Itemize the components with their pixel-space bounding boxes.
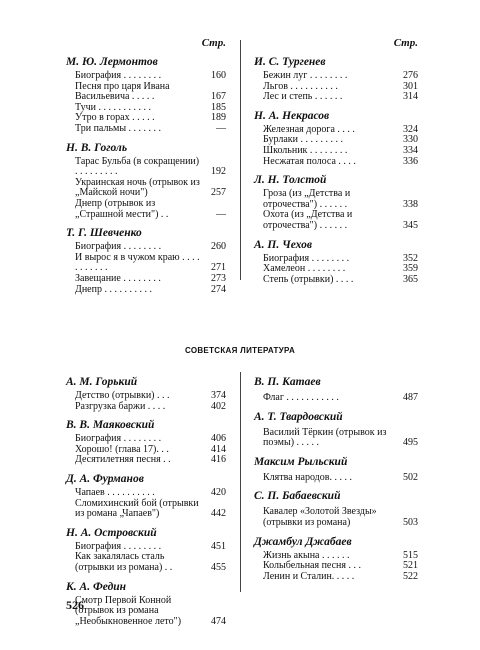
author-block bbox=[254, 376, 418, 404]
author-block bbox=[254, 239, 418, 286]
author-block bbox=[66, 142, 226, 221]
section-title: СОВЕТСКАЯ ЛИТЕРАТУРА bbox=[184, 346, 296, 355]
toc-entry bbox=[254, 393, 418, 404]
entry-page: — bbox=[216, 122, 226, 134]
entry-page: 420 bbox=[211, 486, 226, 498]
entry-title: Железная дорога . . . . bbox=[263, 123, 355, 135]
entry-page: 359 bbox=[403, 263, 418, 275]
author-name: Н. А. Некрасов bbox=[254, 109, 330, 122]
toc-entry bbox=[254, 572, 418, 583]
column-divider bbox=[240, 372, 241, 592]
author-name: А. М. Горький bbox=[66, 376, 138, 388]
page-number: 526 bbox=[66, 598, 84, 612]
toc-entry bbox=[66, 596, 226, 628]
entry-title: Тарас Бульба (в сокращении) . . . . . . . . . bbox=[75, 155, 200, 178]
entry-title: Чапаев . . . . . . . . . . bbox=[75, 486, 155, 498]
entry-page: 336 bbox=[403, 155, 418, 167]
toc-entry bbox=[66, 157, 226, 178]
toc-entry bbox=[66, 402, 226, 413]
toc-entry bbox=[254, 507, 418, 528]
author-block bbox=[66, 227, 226, 295]
entry-page: 416 bbox=[211, 454, 226, 466]
author-block bbox=[254, 456, 418, 484]
entry-title: Днепр . . . . . . . . . . bbox=[75, 283, 152, 295]
entry-page: 167 bbox=[211, 91, 226, 103]
toc-entry bbox=[254, 210, 418, 231]
entry-title: Смотр Первой Конной (отрывок из романа „Необыкновенное лето") bbox=[75, 594, 182, 627]
entry-title: Хорошо! (глава 17). . . bbox=[75, 443, 169, 455]
author-block bbox=[254, 490, 418, 528]
entry-title: Василий Тёркин (отрывок из поэмы) . . . . . bbox=[263, 426, 387, 449]
entry-page: 274 bbox=[211, 283, 226, 295]
entry-title: Лес и степь . . . . . . bbox=[263, 91, 343, 103]
entry-title: Сломихинский бой (отрывки из романа „Чапаев") bbox=[75, 497, 199, 520]
entry-title: Клятва народов. . . . . bbox=[263, 471, 352, 483]
entry-page: 515 bbox=[403, 549, 418, 561]
author-block bbox=[254, 110, 418, 167]
entry-title: Степь (отрывки) . . . . bbox=[263, 273, 354, 285]
toc-entry bbox=[66, 285, 226, 296]
page-column-header: Стр. bbox=[393, 37, 418, 49]
entry-page: 442 bbox=[211, 508, 226, 520]
entry-page: 365 bbox=[403, 273, 418, 285]
author-block bbox=[66, 419, 226, 466]
entry-title: Школьник . . . . . . . . bbox=[263, 144, 348, 156]
entry-page: 455 bbox=[211, 561, 226, 573]
toc-entry bbox=[66, 552, 226, 573]
column-divider bbox=[240, 40, 241, 280]
entry-page: 273 bbox=[211, 272, 226, 284]
entry-title: Биография . . . . . . . . bbox=[75, 70, 162, 81]
author-block bbox=[66, 376, 226, 412]
entry-page: 324 bbox=[403, 123, 418, 135]
author-name: К. А. Федин bbox=[66, 580, 127, 593]
author-name: М. Ю. Лермонтов bbox=[66, 56, 158, 68]
author-name: Н. А. Островский bbox=[66, 526, 157, 539]
entry-title: Хамелеон . . . . . . . . bbox=[263, 263, 346, 275]
author-name: Н. В. Гоголь bbox=[66, 141, 128, 154]
toc-entry bbox=[66, 253, 226, 274]
toc-column-top-left bbox=[66, 36, 226, 295]
entry-title: Три пальмы . . . . . . . bbox=[75, 122, 162, 134]
entry-title: Биография . . . . . . . . bbox=[75, 540, 162, 552]
author-block bbox=[66, 56, 226, 135]
entry-page: 260 bbox=[211, 241, 226, 253]
entry-page: 414 bbox=[211, 443, 226, 455]
author-name: Л. Н. Толстой bbox=[254, 174, 327, 187]
entry-title: Колыбельная песня . . . bbox=[263, 560, 362, 572]
toc-column-top-right bbox=[254, 36, 418, 285]
entry-page: 402 bbox=[211, 400, 226, 412]
entry-title: Бурлаки . . . . . . . . . bbox=[263, 134, 343, 146]
entry-page: — bbox=[216, 208, 226, 220]
entry-page: 330 bbox=[403, 134, 418, 146]
entry-title: Разгрузка баржи . . . . bbox=[75, 400, 166, 412]
entry-page: 334 bbox=[403, 144, 418, 156]
entry-page: 522 bbox=[403, 570, 418, 582]
entry-title: Как закалялась сталь (отрывки из романа) . . bbox=[75, 551, 173, 573]
author-block bbox=[254, 174, 418, 231]
entry-title: Тучи . . . . . . . . . . . bbox=[75, 101, 151, 113]
entry-page: 314 bbox=[403, 91, 418, 103]
author-name: Максим Рыльский bbox=[254, 455, 348, 468]
author-name: А. Т. Твардовский bbox=[254, 410, 343, 423]
author-name: А. П. Чехов bbox=[254, 238, 313, 251]
entry-title: Украинская ночь (отрывок из „Майской ночи") bbox=[75, 176, 200, 199]
entry-title: Гроза (из „Детства и отрочества") . . . . . . bbox=[263, 188, 351, 210]
entry-page: 301 bbox=[403, 80, 418, 92]
entry-page: 495 bbox=[403, 437, 418, 449]
entry-title: Кавалер «Золотой Звезды» (отрывки из романа) bbox=[263, 506, 377, 528]
entry-page: 271 bbox=[211, 262, 226, 274]
entry-page: 406 bbox=[211, 433, 226, 445]
author-block bbox=[254, 56, 418, 103]
author-name: Т. Г. Шевченко bbox=[66, 227, 142, 240]
entry-page: 338 bbox=[403, 198, 418, 210]
entry-page: 502 bbox=[403, 471, 418, 483]
toc-column-bottom-left bbox=[66, 374, 226, 627]
entry-title: Детство (отрывки) . . . bbox=[75, 390, 170, 401]
entry-title: И вырос я в чужом краю . . . . . . . . . . . bbox=[75, 251, 200, 274]
entry-title: Десятилетняя песня . . bbox=[75, 454, 171, 466]
entry-page: 487 bbox=[403, 392, 418, 403]
entry-title: Охота (из „Детства и отрочества") . . . . . . bbox=[263, 209, 353, 231]
entry-page: 345 bbox=[403, 219, 418, 231]
entry-page: 474 bbox=[211, 615, 226, 627]
entry-page: 185 bbox=[211, 101, 226, 113]
entry-page: 521 bbox=[403, 560, 418, 572]
entry-page: 352 bbox=[403, 252, 418, 264]
author-block bbox=[66, 527, 226, 574]
toc-entry bbox=[66, 455, 226, 466]
entry-title: Несжатая полоса . . . . bbox=[263, 155, 356, 167]
entry-title: Утро в горах . . . . . bbox=[75, 112, 155, 124]
author-block bbox=[254, 536, 418, 583]
entry-title: Жизнь акына . . . . . . bbox=[263, 549, 350, 561]
toc-entry bbox=[66, 199, 226, 220]
entry-title: Биография . . . . . . . . bbox=[75, 433, 162, 445]
entry-page: 257 bbox=[211, 187, 226, 199]
entry-title: Песня про царя Ивана Васильевича . . . . . bbox=[75, 80, 170, 103]
toc-entry bbox=[254, 157, 418, 168]
author-name: Джамбул Джабаев bbox=[254, 535, 352, 548]
author-block bbox=[66, 581, 226, 628]
author-block bbox=[66, 473, 226, 520]
toc-column-bottom-right bbox=[254, 374, 418, 582]
entry-page: 192 bbox=[211, 166, 226, 178]
entry-page: 503 bbox=[403, 516, 418, 528]
author-name: В. П. Катаев bbox=[254, 376, 321, 388]
author-name: Д. А. Фурманов bbox=[66, 472, 144, 485]
entry-title: Бежин луг . . . . . . . . bbox=[263, 70, 348, 81]
toc-entry bbox=[254, 189, 418, 210]
toc-entry bbox=[66, 178, 226, 199]
toc-entry bbox=[66, 82, 226, 103]
author-name: С. П. Бабаевский bbox=[254, 490, 341, 503]
entry-page: 451 bbox=[211, 540, 226, 552]
toc-entry bbox=[254, 275, 418, 286]
toc-entry bbox=[254, 428, 418, 449]
author-name: В. В. Маяковский bbox=[66, 419, 155, 432]
toc-entry bbox=[254, 92, 418, 103]
entry-title: Биография . . . . . . . . bbox=[263, 252, 350, 264]
entry-title: Льгов . . . . . . . . . . bbox=[263, 80, 338, 92]
entry-page: 276 bbox=[403, 70, 418, 81]
entry-page: 160 bbox=[211, 70, 226, 81]
entry-page: 189 bbox=[211, 112, 226, 124]
toc-entry bbox=[66, 499, 226, 520]
entry-title: Биография . . . . . . . . bbox=[75, 241, 162, 253]
entry-title: Ленин и Сталин. . . . . bbox=[263, 570, 355, 582]
toc-entry bbox=[254, 473, 418, 484]
entry-page: 374 bbox=[211, 390, 226, 401]
page-column-header: Стр. bbox=[201, 37, 226, 49]
entry-title: Флаг . . . . . . . . . . . bbox=[263, 392, 339, 403]
author-name: И. С. Тургенев bbox=[254, 56, 326, 68]
entry-title: Днепр (отрывок из „Страшной мести") . . bbox=[75, 197, 169, 220]
toc-entry bbox=[66, 124, 226, 135]
author-block bbox=[254, 411, 418, 449]
entry-title: Завещание . . . . . . . . bbox=[75, 272, 161, 284]
